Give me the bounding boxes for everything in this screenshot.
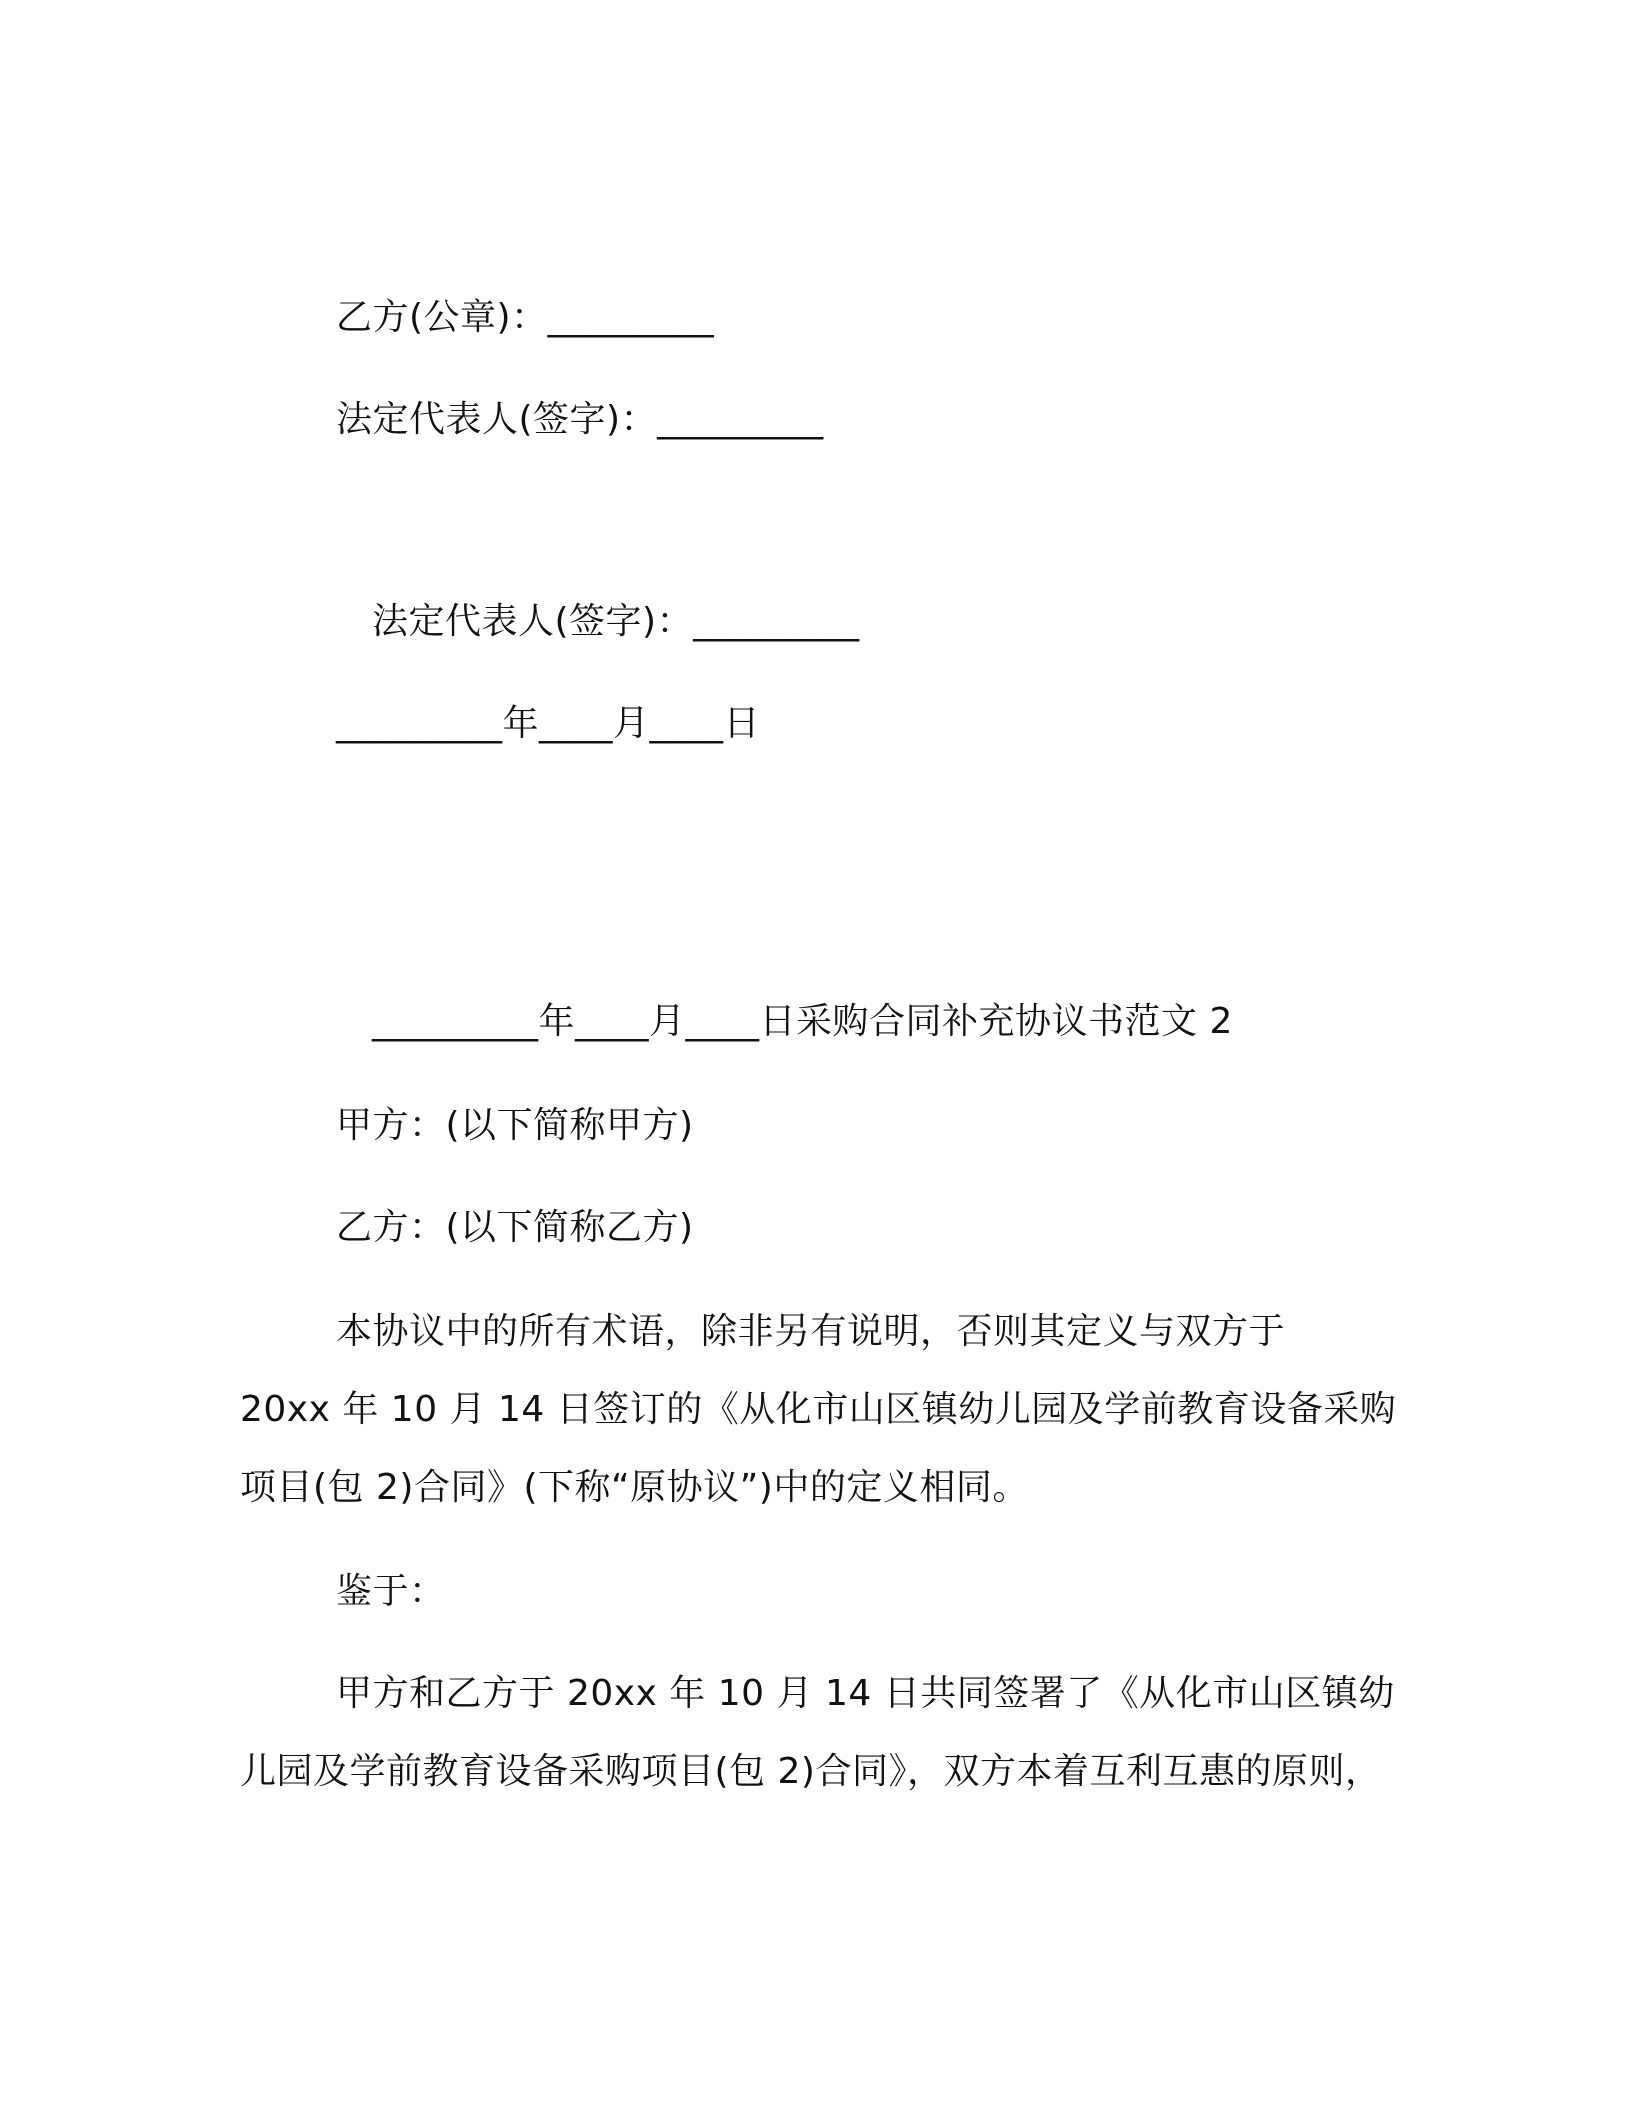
legal-representative-signature-line: 法定代表人(签字)：_________ (372, 601, 860, 642)
paragraph-line: 项目(包 2)合同》(下称“原协议”)中的定义相同。 (240, 1467, 1029, 1508)
paragraph-line: 甲方和乙方于 20xx 年 10 月 14 日共同签署了《从化市山区镇幼 (336, 1673, 1395, 1714)
party-a-line: 甲方：(以下简称甲方) (336, 1105, 694, 1146)
party-b-line: 乙方：(以下简称乙方) (336, 1207, 694, 1248)
document-title: _________年____月____日采购合同补充协议书范文 2 (372, 1001, 1233, 1042)
paragraph-line: 儿园及学前教育设备采购项目(包 2)合同》，双方本着互利互惠的原则， (240, 1751, 1382, 1792)
paragraph-line: 20xx 年 10 月 14 日签订的《从化市山区镇幼儿园及学前教育设备采购 (240, 1389, 1397, 1430)
paragraph-line: 本协议中的所有术语，除非另有说明，否则其定义与双方于 (336, 1311, 1286, 1352)
legal-representative-signature-line: 法定代表人(签字)：_________ (336, 399, 824, 440)
signature-date-line: _________年____月____日 (336, 703, 760, 744)
party-b-seal-line: 乙方(公章)：_________ (336, 297, 715, 338)
whereas-heading: 鉴于： (336, 1571, 446, 1612)
